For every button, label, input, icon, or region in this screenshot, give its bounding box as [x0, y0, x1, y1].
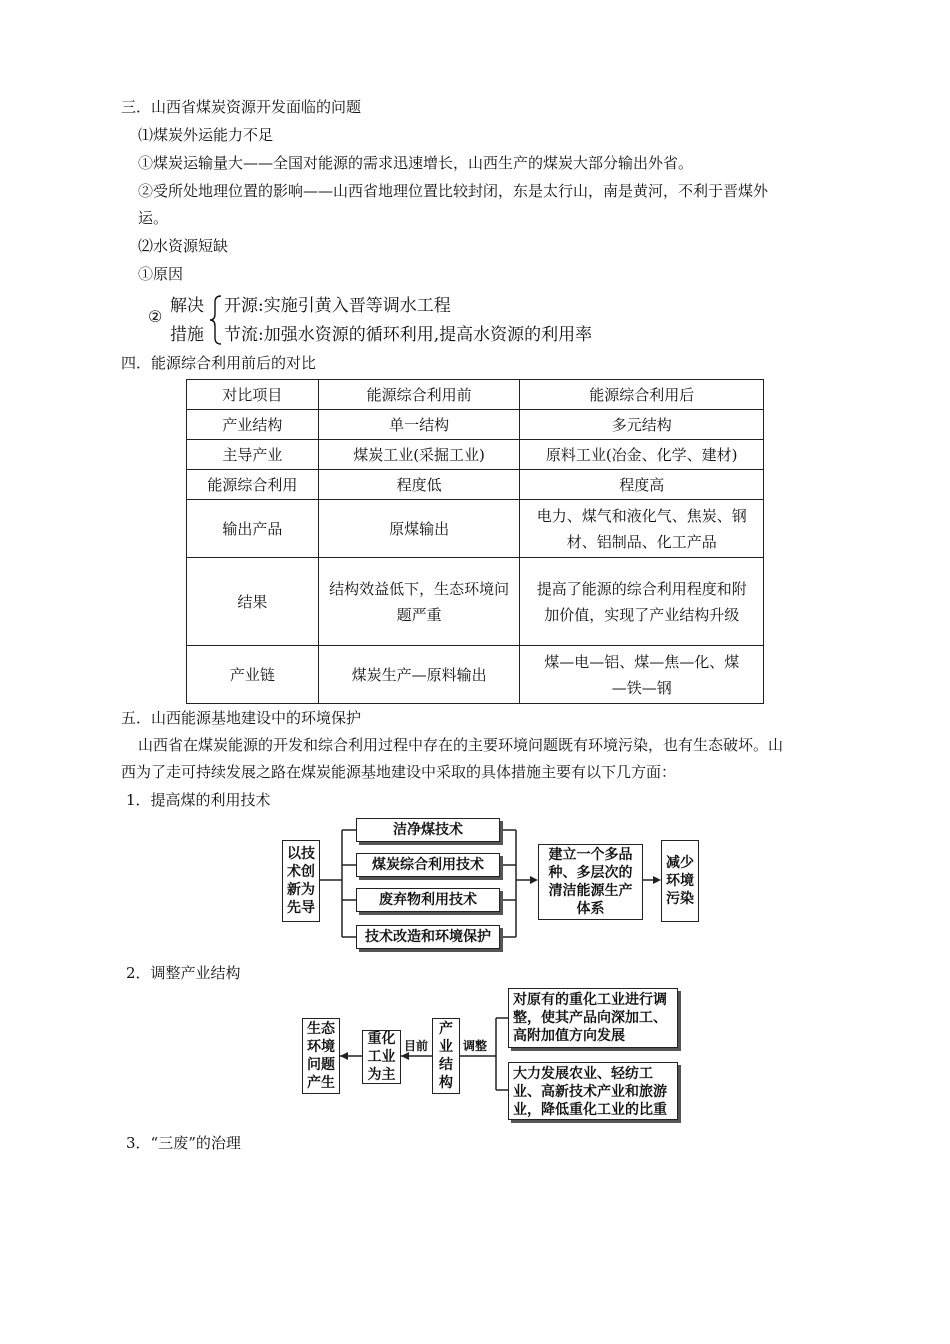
- section3-point1-item1: ①煤炭运输量大——全国对能源的需求迅速增长，山西生产的煤炭大部分输出外省。: [138, 154, 694, 172]
- table-cell: 电力、煤气和液化气、焦炭、钢材、铝制品、化工产品: [520, 500, 764, 558]
- table-cell: 结构效益低下，生态环境问题严重: [318, 558, 520, 646]
- measures-label-line2: 措施: [170, 325, 204, 345]
- table-cell: 程度高: [520, 470, 764, 500]
- section4-title: 四．能源综合利用前后的对比: [121, 354, 317, 372]
- diagram2-structure-box: 产业结构: [432, 1018, 460, 1094]
- table-header-cell: 对比项目: [187, 380, 319, 410]
- table-cell: 提高了能源的综合利用程度和附加价值，实现了产业结构升级: [520, 558, 764, 646]
- diagram1-tech-box: 技术改造和环境保护: [356, 925, 500, 949]
- table-cell: 原料工业(冶金、化学、建材): [520, 440, 764, 470]
- section3-point1-item2-cont: 运。: [138, 209, 169, 227]
- diagram1-tech-box: 煤炭综合利用技术: [356, 853, 500, 877]
- table-cell: 煤炭工业(采掘工业): [318, 440, 520, 470]
- measure-save-water: 节流:加强水资源的循环利用,提高水资源的利用率: [224, 325, 593, 345]
- table-header-cell: 能源综合利用前: [318, 380, 520, 410]
- table-cell: 产业链: [187, 646, 319, 704]
- table-cell: 煤炭生产—原料输出: [318, 646, 520, 704]
- section3-point2-item1: ①原因: [138, 265, 184, 283]
- diagram2-measure-box: 对原有的重化工业进行调整，使其产品向深加工、高附加值方向发展: [508, 988, 678, 1048]
- section3-point1-item2: ②受所处地理位置的影响——山西省地理位置比较封闭，东是太行山，南是黄河，不利于晋煤外: [138, 182, 769, 200]
- table-cell: 主导产业: [187, 440, 319, 470]
- section5-item3: 3．“三废”的治理: [126, 1134, 241, 1152]
- section5-item2: 2．调整产业结构: [126, 964, 241, 982]
- table-cell: 输出产品: [187, 500, 319, 558]
- section5-paragraph-line1: 山西省在煤炭能源的开发和综合利用过程中存在的主要环境问题既有环境污染，也有生态破坏。山: [138, 736, 784, 754]
- section3-point1-title: ⑴煤炭外运能力不足: [138, 126, 274, 144]
- table-cell: 单一结构: [318, 410, 520, 440]
- diagram2-adjust-label: 调整: [463, 1039, 488, 1053]
- table-cell: 结果: [187, 558, 319, 646]
- table-header-cell: 能源综合利用后: [520, 380, 764, 410]
- diagram1-start-box: 以技术创新为先导: [282, 840, 320, 922]
- section3-title: 三．山西省煤炭资源开发面临的问题: [121, 98, 362, 116]
- measure-open-source: 开源:实施引黄入晋等调水工程: [224, 296, 451, 316]
- section5-title: 五．山西能源基地建设中的环境保护: [121, 709, 362, 727]
- section5-item1: 1．提高煤的利用技术: [126, 791, 271, 809]
- diagram1-middle-box: 建立一个多品种、多层次的清洁能源生产体系: [538, 844, 643, 920]
- diagram1-end-box: 减少环境污染: [661, 840, 699, 922]
- table-cell: 能源综合利用: [187, 470, 319, 500]
- diagram2-measure-box: 大力发展农业、轻纺工业、高新技术产业和旅游业，降低重化工业的比重: [508, 1062, 678, 1120]
- diagram1-tech-box: 洁净煤技术: [356, 818, 500, 842]
- section3-point2-item2-num: ②: [148, 307, 163, 326]
- section5-paragraph-line2: 西为了走可持续发展之路在煤炭能源基地建设中采取的具体措施主要有以下几方面：: [121, 763, 677, 781]
- table-cell: 程度低: [318, 470, 520, 500]
- section3-point2-title: ⑵水资源短缺: [138, 237, 229, 255]
- diagram2-problem-box: 生态环境问题产生: [302, 1018, 340, 1094]
- measures-label-line1: 解决: [170, 296, 204, 316]
- diagram2-now-label: 目前: [404, 1039, 429, 1053]
- table-cell: 产业结构: [187, 410, 319, 440]
- diagram2-heavy-industry-box: 重化工业为主: [362, 1030, 401, 1084]
- table-cell: 煤—电—铝、煤—焦—化、煤—铁—钢: [520, 646, 764, 704]
- table-cell: 原煤输出: [318, 500, 520, 558]
- table-cell: 多元结构: [520, 410, 764, 440]
- diagram1-tech-box: 废弃物利用技术: [356, 888, 500, 912]
